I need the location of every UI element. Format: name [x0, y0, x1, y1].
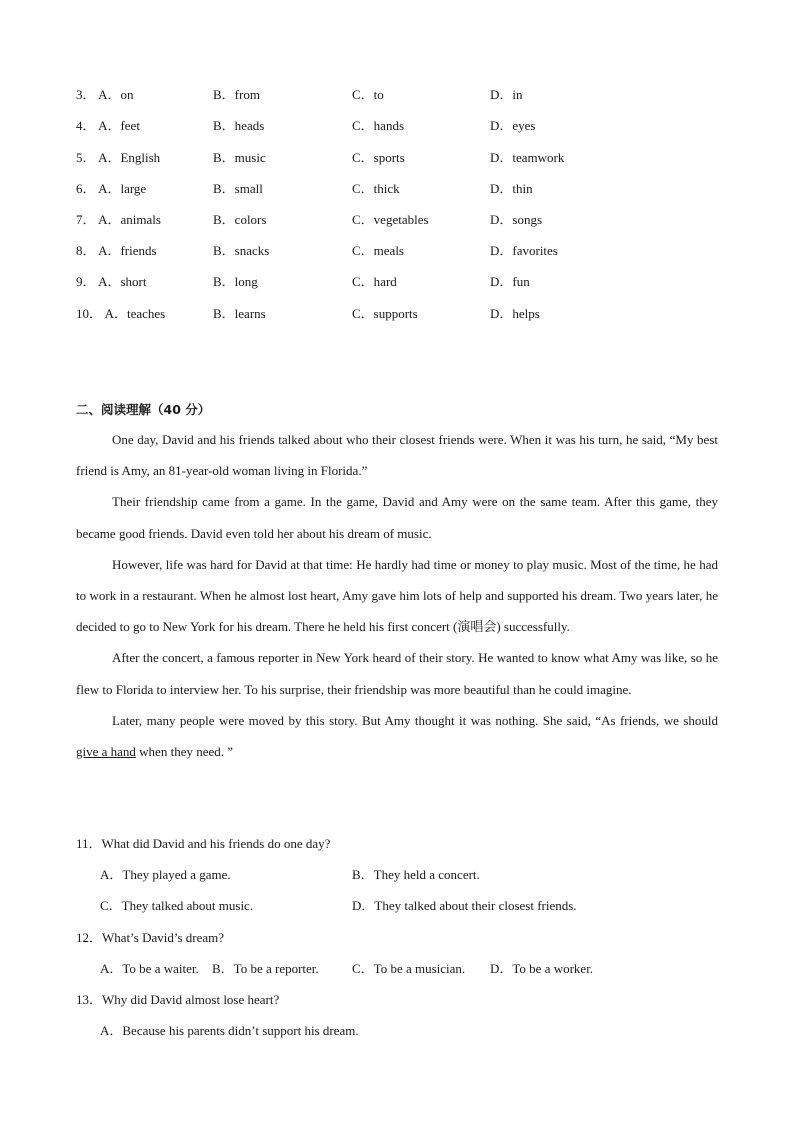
- option-5-d: D．teamwork: [490, 150, 565, 165]
- passage-paragraph-4: After the concert, a famous reporter in New York heard of their story. He wanted to know what Amy was like, so he flew to Florida to interview her. To his surprise, their friendship was more beautiful than he could imagine.: [76, 650, 718, 697]
- question-12-stem: 12．What’s David’s dream?: [76, 930, 225, 945]
- option-6-c: C．thick: [352, 181, 400, 196]
- option-3-b: B．from: [213, 87, 260, 102]
- option-6-d: D．thin: [490, 181, 533, 196]
- question-12-option-d: D．To be a worker.: [490, 961, 594, 976]
- option-3-a: 3． A．on: [76, 87, 134, 102]
- passage-paragraph-2: Their friendship came from a game. In the game, David and Amy were on the same team. After this game, they became good friends. David even told her about his dream of music.: [76, 494, 718, 541]
- question-11-option-a: A．They played a game.: [100, 867, 231, 882]
- option-9-c: C．hard: [352, 274, 397, 289]
- option-7-b: B．colors: [213, 212, 267, 227]
- option-8-d: D．favorites: [490, 243, 558, 258]
- option-10-a: 10． A．teaches: [76, 306, 166, 321]
- underlined-phrase: give a hand: [76, 744, 136, 760]
- paragraph-5-text: Later, many people were moved by this story. But Amy thought it was nothing. She said, “As friends, we should: [112, 712, 718, 728]
- question-12-option-b: B．To be a reporter.: [212, 961, 319, 976]
- option-row-5: [76, 147, 716, 167]
- option-9-a: 9． A．short: [76, 274, 147, 289]
- option-4-a: 4． A．feet: [76, 118, 140, 133]
- question-11-option-c: C．They talked about music.: [100, 898, 254, 913]
- option-9-b: B．long: [213, 274, 258, 289]
- option-4-d: D．eyes: [490, 118, 536, 133]
- option-row-3: [76, 84, 716, 104]
- question-13-option-a: A．Because his parents didn’t support his dream.: [100, 1023, 359, 1038]
- option-8-b: B．snacks: [213, 243, 270, 258]
- option-row-9: [76, 271, 716, 291]
- option-8-a: 8． A．friends: [76, 243, 157, 258]
- option-10-b: B．learns: [213, 306, 266, 321]
- option-5-c: C．sports: [352, 150, 405, 165]
- question-11-option-b: B．They held a concert.: [352, 867, 480, 882]
- question-12-option-a: A．To be a waiter.: [100, 961, 199, 976]
- option-7-d: D．songs: [490, 212, 543, 227]
- option-5-b: B．music: [213, 150, 266, 165]
- passage-paragraph-1: One day, David and his friends talked about who their closest friends were. When it was his turn, he said, “My best friend is Amy, an 81-year-old woman living in Florida.”: [76, 432, 718, 479]
- option-9-d: D．fun: [490, 274, 530, 289]
- question-11-stem: 11．What did David and his friends do one day?: [76, 836, 331, 851]
- option-row-6: [76, 178, 716, 198]
- question-13-stem: 13．Why did David almost lose heart?: [76, 992, 280, 1007]
- section-heading: 二、阅读理解（40 分）: [76, 402, 211, 417]
- option-6-b: B．small: [213, 181, 263, 196]
- option-6-a: 6． A．large: [76, 181, 147, 196]
- option-8-c: C．meals: [352, 243, 404, 258]
- option-7-a: 7． A．animals: [76, 212, 161, 227]
- option-5-a: 5． A．English: [76, 150, 161, 165]
- passage-paragraph-3: However, life was hard for David at that time: He hardly had time or money to play music. Most of the time, he had to work in a restaurant. When he almost lost heart, Amy gave him lots of help and supported his dream. Two years later, he decided to go to New York for his dream. There he held his first concert (演唱会) successfully.: [76, 556, 718, 635]
- option-3-c: C．to: [352, 87, 384, 102]
- paragraph-5-end: when they need. ”: [135, 744, 234, 760]
- passage-paragraph-5: [76, 705, 718, 767]
- question-12-option-c: C．To be a musician.: [352, 961, 466, 976]
- option-row-7: [76, 209, 716, 229]
- option-4-b: B．heads: [213, 118, 265, 133]
- option-row-4: [76, 115, 716, 135]
- option-3-d: D．in: [490, 87, 523, 102]
- option-7-c: C．vegetables: [352, 212, 429, 227]
- option-row-10: [76, 303, 716, 323]
- question-11-option-d: D．They talked about their closest friends.: [352, 898, 577, 913]
- option-row-8: [76, 240, 716, 260]
- option-10-c: C．supports: [352, 306, 418, 321]
- reading-passage: [76, 424, 718, 767]
- option-4-c: C．hands: [352, 118, 405, 133]
- option-10-d: D．helps: [490, 306, 540, 321]
